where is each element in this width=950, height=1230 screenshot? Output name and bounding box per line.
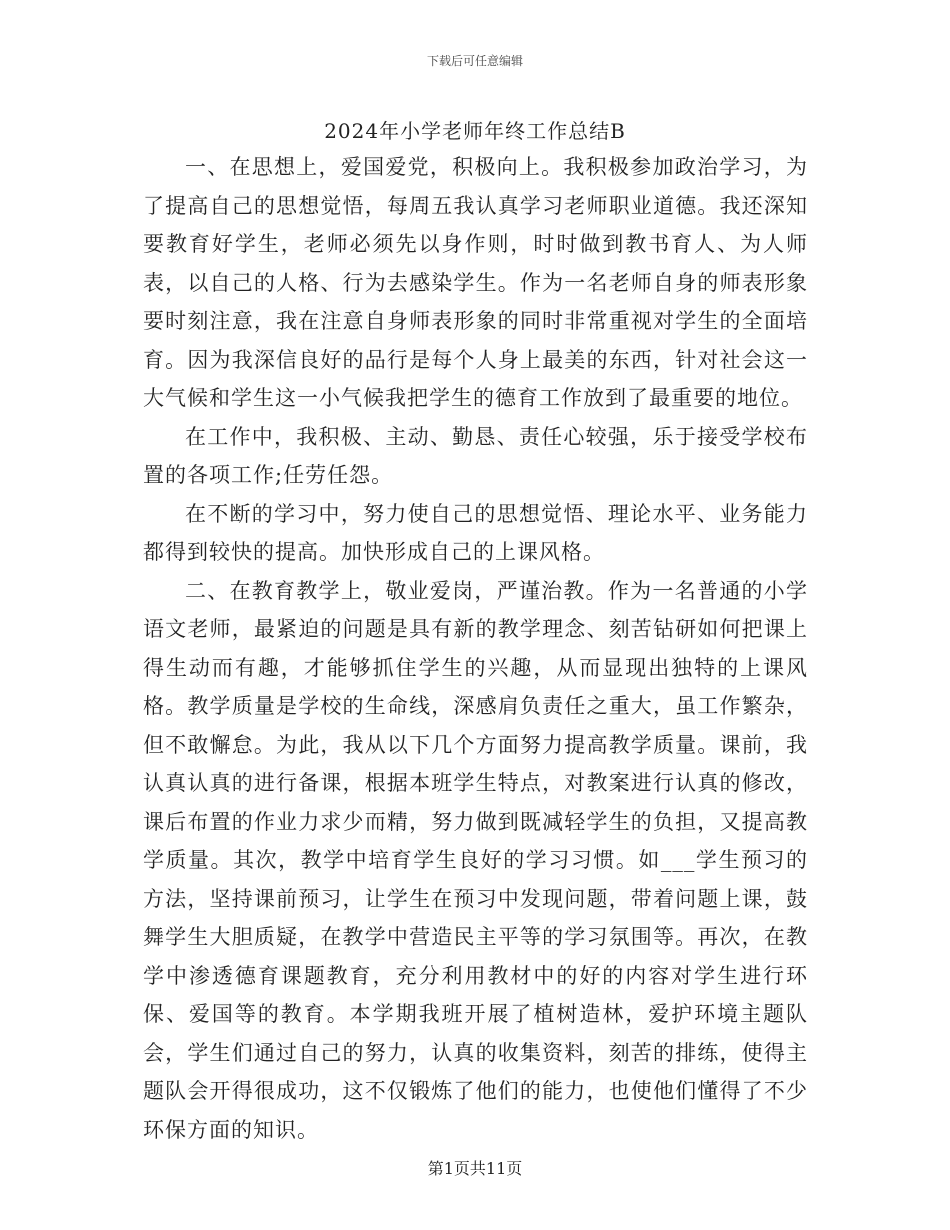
paragraph-teaching: 二、在教育教学上，敬业爱岗，严谨治教。作为一名普通的小学语文老师，最紧迫的问题是具有新的教学理念、刻苦钻研如何把课上得生动而有趣，才能够抓住学生的兴趣，从而显现出独特的上课风格。教学质量是学校的生命线，深感肩负责任之重大，虽工作繁杂，但不敢懈怠。为此，我从以下几个方面努力提高教学质量。课前，我认真认真的进行备课，根据本班学生特点，对教案进行认真的修改，课后布置的作业力求少而精，努力做到既减轻学生的负担，又提高教学质量。其次，教学中培育学生良好的学习习惯。如___学生预习的方法，坚持课前预习，让学生在预习中发现问题，带着问题上课，鼓舞学生大胆质疑，在教学中营造民主平等的学习氛围等。再次，在教学中渗透德育课题教育，充分利用教材中的好的内容对学生进行环保、爱国等的教育。本学期我班开展了植树造林，爱护环境主题队会，学生们通过自己的努力，认真的收集资料，刻苦的排练，使得主题队会开得很成功，这不仅锻炼了他们的能力，也使他们懂得了不少环保方面的知识。 [143,578,808,1142]
document-body [143,148,808,1149]
document-title: 2024年小学老师年终工作总结B [324,119,626,143]
paragraph-work-attitude: 在工作中，我积极、主动、勤恳、责任心较强，乐于接受学校布置的各项工作;任劳任怨。 [143,424,808,487]
paragraph-learning: 在不断的学习中，努力使自己的思想觉悟、理论水平、业务能力都得到较快的提高。加快形成自己的上课风格。 [143,501,808,564]
paragraph-ideology: 一、在思想上，爱国爱党，积极向上。我积极参加政治学习，为了提高自己的思想觉悟，每周五我认真学习老师职业道德。我还深知要教育好学生，老师必须先以身作则，时时做到教书育人、为人师表，以自己的人格、行为去感染学生。作为一名老师自身的师表形象要时刻注意，我在注意自身师表形象的同时非常重视对学生的全面培育。因为我深信良好的品行是每个人身上最美的东西，针对社会这一大气候和学生这一小气候我把学生的德育工作放到了最重要的地位。 [143,155,808,410]
page-number: 第1页共11页 [427,1159,523,1178]
page-header-note: 下载后可任意编辑 [426,54,523,68]
